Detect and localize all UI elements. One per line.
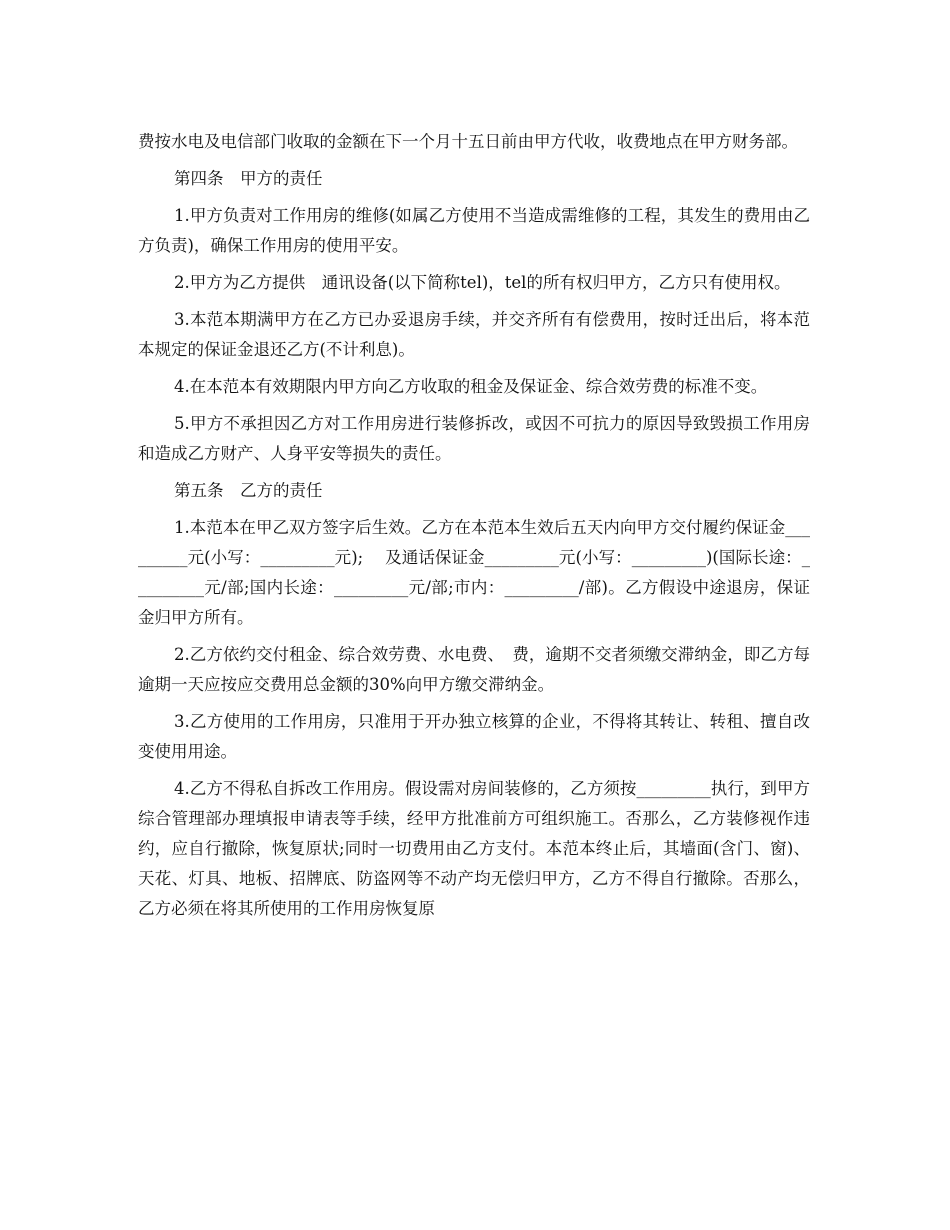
clause-party-b-1: 1.本范本在甲乙双方签字后生效。乙方在本范本生效后五天内向甲方交付履约保证金_________元(小写：_________元); 及通话保证金_________元(小写：_________)(国际长途：_________元/部;国内长途：_________元/部;市内：_________/部)。乙方假设中途退房，保证金归甲方所有。 (138, 518, 810, 627)
paragraph-fee-continuation: 费按水电及电信部门收取的金额在下一个月十五日前由甲方代收，收费地点在甲方财务部。 (138, 132, 798, 151)
clause-party-b-2: 2.乙方依约交付租金、综合效劳费、水电费、 费，逾期不交者须缴交滞纳金，即乙方每逾期一天应按应交费用总金额的30%向甲方缴交滞纳金。 (138, 645, 810, 694)
clause-party-b-3: 3.乙方使用的工作用房，只准用于开办独立核算的企业，不得将其转让、转租、擅自改变使用用途。 (138, 712, 810, 761)
clause-party-a-3: 3.本范本期满甲方在乙方已办妥退房手续，并交齐所有有偿费用，按时迁出后，将本范本规定的保证金退还乙方(不计利息)。 (138, 310, 810, 359)
clause-party-a-2: 2.甲方为乙方提供 通讯设备(以下简称tel)，tel的所有权归甲方，乙方只有使用权。 (174, 273, 791, 292)
document-body (138, 127, 810, 931)
clause-party-b-4: 4.乙方不得私自拆改工作用房。假设需对房间装修的，乙方须按_________执行，到甲方综合管理部办理填报申请表等手续，经甲方批准前方可组织施工。否那么，乙方装修视作违约，应自行撤除，恢复原状;同时一切费用由乙方支付。本范本终止后，其墙面(含门、窗)、天花、灯具、地板、招牌底、防盗网等不动产均无偿归甲方，乙方不得自行撤除。否那么，乙方必须在将其所使用的工作用房恢复原 (138, 779, 810, 918)
section-heading-article-5: 第五条 乙方的责任 (174, 481, 323, 500)
clause-party-a-1: 1.甲方负责对工作用房的维修(如属乙方使用不当造成需维修的工程，其发生的费用由乙方负责)，确保工作用房的使用平安。 (138, 206, 810, 255)
clause-party-a-5: 5.甲方不承担因乙方对工作用房进行装修拆改，或因不可抗力的原因导致毁损工作用房和造成乙方财产、人身平安等损失的责任。 (138, 414, 810, 463)
clause-party-a-4: 4.在本范本有效期限内甲方向乙方收取的租金及保证金、综合效劳费的标准不变。 (174, 377, 768, 396)
section-heading-article-4: 第四条 甲方的责任 (174, 169, 323, 188)
